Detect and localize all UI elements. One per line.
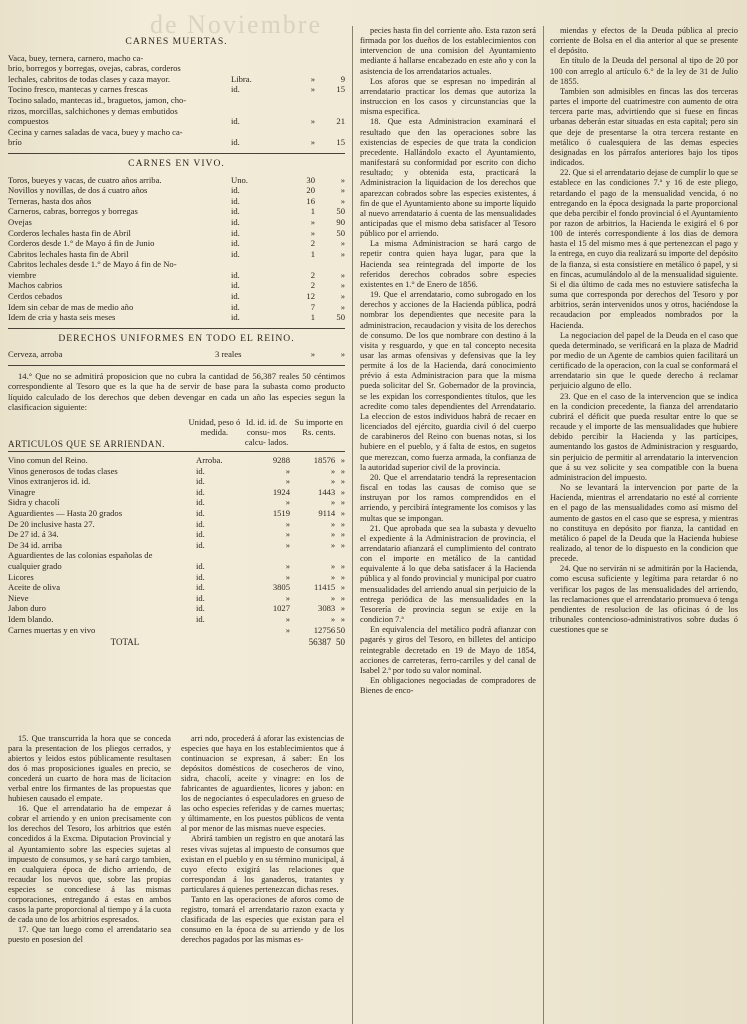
table-row	[8, 625, 345, 636]
table-row	[8, 63, 345, 74]
row-unit: id.	[196, 592, 205, 603]
table-row	[8, 116, 345, 127]
row-label: De 34 id. arriba	[8, 539, 62, 550]
row-label: Idem de cria y hasta seis meses	[8, 312, 116, 323]
row-importe: »	[330, 476, 336, 487]
row-unit: id.	[196, 476, 205, 487]
column-rule	[352, 26, 353, 1024]
paragraph: La negociacion del papel de la Deuda en el caso que queda determinado, se verificará en la plaza de Madrid por medio de un Agente de cambios quien facilitará un certificado de la operacion, con la cual se conformará el arrendatario sin que le quede derecho á reclamar perjuicio alguno de ello.	[550, 330, 738, 391]
row-consumo: »	[285, 497, 290, 508]
carnes-muertas-table	[8, 53, 345, 148]
row-unit: id.	[231, 206, 240, 217]
row-unit	[231, 106, 275, 117]
row-unit: id.	[231, 227, 240, 238]
row-unit: id.	[231, 312, 240, 323]
row-importe: »	[330, 561, 336, 571]
row-cents: »	[340, 455, 345, 466]
paragraph: Abrirá tambien un registro en que anotará las reses vivas sujetas al impuesto de consumos que existan en el pueblo y en su término municipal, á cuyo efecto exigirá las relaciones que correspondan á los ganaderos, tratantes y particulares á quienes pertenezcan dichas reses.	[181, 834, 344, 894]
row-consumo: 1924	[272, 486, 290, 497]
paragraph: 23. Que en el caso de la intervencion que se indica en la condicion precedente, la fianza del arrendatario cubrirá el déficit que pueda resultar entre lo que se recaude y el importe de las mensualidades que hubiere debido percibir la Hacienda y las partícipes, aumentando los gastos de Administracion y resguardo, sin perjuicio de permitir al arrendatario la intervencion que á su vez solicite y sea compatible con la buena administracion del impuesto.	[550, 391, 738, 482]
paragraph: 19. Que el arrendatario, como subrogado en los derechos y acciones de la Hacienda pública, podrá nombrar los dependientes que necesite para la administracion, recaudacion y visita de los derechos de consumo. De los que nombrare con destino á la visita y resguardo, y que en tal concepto necesita usar las armas ofensivas y defensivas que la ley permite á los de la Hacienda, dará conocimiento prévio á esta Administracion para que la misma pueda solicitar del Sr. Gobernador de la provincia, se les expidan los correspondientes títulos, que les acredite como tales dependientes del Arrendatario. La eleccion de estos individuos habrá de recaer en licenciados del ejército, guardia civil ó del cuerpo de carabineros del Reino con buenas notas, si los hubiere en el pueblo, y á falta de estos, en sugetos que merezcan, como fuerza armada, la confianza de la autoridad superior civil de la provincia.	[360, 290, 536, 472]
row-cents: 15	[336, 84, 345, 95]
row-value: »	[310, 137, 315, 148]
header-consumos: Id. id. id. de consu- mos calcu- lados.	[244, 416, 289, 448]
total-cents: 50	[336, 637, 345, 648]
row-label: Sidra y chacolí	[8, 497, 60, 508]
row-value: 2	[310, 280, 315, 291]
row-value	[275, 53, 319, 64]
row-label: De 20 inclusive hasta 27.	[8, 518, 95, 529]
row-value: »	[310, 349, 315, 360]
table-row	[8, 582, 345, 593]
row-cents: »	[340, 539, 345, 550]
row-cents: 50	[336, 227, 345, 238]
table-row	[8, 206, 345, 217]
row-importe: 9114	[318, 508, 336, 519]
row-cents: »	[340, 603, 345, 614]
row-cents: »	[340, 497, 345, 508]
row-cents: »	[340, 269, 345, 280]
row-importe	[298, 550, 335, 561]
row-label: Idem sin cebar de mas de medio año	[8, 301, 134, 312]
row-value: »	[310, 216, 315, 227]
articulos-header	[8, 417, 345, 449]
row-cents: »	[340, 465, 345, 476]
row-cents: »	[340, 561, 345, 571]
table-row	[8, 529, 345, 540]
paragraph: 18. Que esta Administracion examinará el resultado que den las operaciones sobre las existencias de especies de que trata la condicion precedente. Hallándolo exacto el Ayuntamiento, manifestará su conformidad por escrito con dicho resultado; y obtenida esta, practicará la Administracion la liquidacion de los derechos que aparezcan cobrados sobre las especies existentes, á fin de que el Ayuntamiento abone su importe líquido al nuevo arrendatario á cuenta de las mensualidades anticipadas que el mismo deba satisfacer al Tesoro público por el arriendo.	[360, 117, 536, 239]
row-cents: 50	[336, 312, 345, 323]
conditions-column-2	[360, 26, 536, 696]
row-cents: 50	[336, 206, 345, 217]
paragraph: 20. Que el arrendatario tendrá la representacion fiscal en todas las causas de comiso que se instruyan por los ramos comprendidos en el arriendo, y percibirá íntegramente los comisos y las multas que se impongan.	[360, 472, 536, 523]
row-label: Tocino salado, mantecas id., braguetos, jamon, cho-	[8, 94, 187, 105]
header-unidad: Unidad, peso ó medida.	[188, 416, 241, 438]
row-unit: id.	[231, 216, 240, 227]
row-unit: id.	[196, 582, 205, 593]
row-value: 20	[306, 185, 315, 196]
conditions-column-3	[550, 26, 738, 635]
row-consumo: »	[285, 476, 290, 487]
row-unit: id.	[231, 269, 240, 280]
table-row	[8, 137, 345, 148]
row-cents	[319, 127, 345, 138]
table-row	[8, 593, 345, 604]
row-importe: »	[330, 539, 336, 550]
row-importe: 3083	[318, 603, 336, 614]
row-consumo: 9288	[272, 455, 290, 466]
carnes-vivo-title: CARNES EN VIVO.	[128, 157, 225, 169]
row-cents	[319, 106, 345, 117]
row-cents: »	[340, 529, 345, 540]
row-label: Vinos generosos de todas clases	[8, 465, 118, 476]
table-row	[8, 106, 345, 117]
row-unit: id.	[196, 518, 205, 529]
row-cents: »	[340, 571, 345, 582]
divider	[8, 365, 345, 366]
row-unit: id.	[231, 116, 240, 127]
row-cents: »	[340, 582, 345, 593]
row-value: 16	[306, 195, 315, 206]
row-unit: id.	[231, 301, 240, 312]
row-unit: id.	[196, 465, 205, 476]
row-consumo: »	[285, 518, 290, 529]
paragraph: miendas y efectos de la Deuda pública al precio corriente de Bolsa en el dia anterior al que se presente el depósito.	[550, 26, 738, 56]
table-row	[8, 466, 345, 477]
row-value	[275, 106, 319, 117]
row-consumo: 1519	[272, 508, 290, 519]
row-value: 1	[310, 312, 315, 323]
row-consumo: »	[285, 624, 290, 635]
row-label: Vinagre	[8, 486, 36, 497]
table-row	[8, 349, 345, 360]
row-unit: id.	[196, 539, 205, 550]
paragraph: 16. Que el arrendatario ha de empezar á cobrar el arriendo y en union precisamente con los derechos del Tesoro, los arbitrios que estén concedidos á la Excma. Diputacion Provincial y al Ayuntamiento sobre las especies sujetas al impuesto de consumos, y se hará cargo tambien, en cualquiera época de dicho arriendo, de recaudar los nuevos que, sobre las propias especies se concediese á las mismas corporaciones, entregando á estas en ambos casos la parte proporcional al tiempo y á la cuota de cada uno de los arbitrios espresados.	[8, 804, 171, 924]
row-consumo: »	[285, 571, 290, 582]
table-row	[8, 175, 345, 186]
row-unit: id.	[196, 603, 205, 614]
row-unit: id.	[196, 486, 205, 497]
row-unit	[231, 127, 275, 138]
row-consumo: »	[285, 529, 290, 540]
condition-14: 14.° Que no se admitirá proposicion que no cubra la cantidad de 56,387 reales 50 céntimos correspondiente al Tesoro que es la que ha de servir de base para la subasta como producto líquido calculado de los derechos que deben devengar en cada un año las especies segun la clasificacion siguiente:	[8, 371, 345, 413]
table-row	[8, 217, 345, 228]
row-label: Carneros, cabras, borregos y borregas	[8, 206, 138, 217]
paragraph: 15. Que transcurrida la hora que se conceda para la presentacion de los pliegos cerrados, y abiertos y leidos estos públicamente resultasen dos ó mas proposiciones iguales en precio, se concederá un cuarto de hora mas de licitacion verbal entre los firmantes de las propuestas que hubiesen causado el empate.	[8, 734, 171, 804]
row-value: 12	[306, 291, 315, 302]
row-importe: »	[330, 592, 336, 603]
paragraph: En título de la Deuda del personal al tipo de 20 por 100 con arreglo al artículo 6.° de la ley de 31 de Julio de 1855.	[550, 56, 738, 86]
table-row	[8, 540, 345, 551]
table-row	[8, 302, 345, 313]
row-cents: »	[340, 195, 345, 206]
row-label: Cecina y carnes saladas de vaca, buey y macho ca-	[8, 126, 183, 137]
paragraph: 24. Que no servirán ni se admitirán por la Hacienda, como escusa suficiente y legítima para retardar ó no verificar los pagos de las mensualidades del arriendo, las reclamaciones que el arrendatario promueva ó tenga pendientes de resolucion de las oficinas ó de los tribunales contencioso-administrativos sobre dudas ó cuestiones que se	[550, 564, 738, 635]
row-label: rizos, morcillas, salchichones y demas embutidos	[8, 105, 178, 116]
row-cents: »	[340, 476, 345, 487]
paragraph: No se levantará la intervencion por parte de la Hacienda, mientras el arrendatario no esté al corriente en el pago de las mensualidades como así mismo del aumento de gastos en el caso que se espresa, y mientras no constituya en depósito por fianza, la cantidad en metálico ó papel de la Deuda que la Hacienda hubiese realizado, al tenor de lo dispuesto en la condicion que precede.	[550, 483, 738, 564]
row-consumo: 3805	[272, 582, 290, 593]
paragraph: Los aforos que se espresan no impedirán al arrendatario practicar los demas que autoriza la instruccion en los casos y circunstancias que la misma especifica.	[360, 76, 536, 117]
row-cents: 90	[336, 216, 345, 227]
row-label: Cerveza, arroba	[8, 349, 63, 360]
row-importe: »	[330, 497, 336, 508]
row-label: brío	[8, 137, 22, 148]
paragraph: pecies hasta fin del corriente año. Esta razon será firmada por los dueños de los establecimientos con intervencion de una comision del Ayuntamiento mediante á hallarse encabezado en este año y con la asistencia de los arrendatarios actuales.	[360, 26, 536, 76]
row-unit: id.	[231, 185, 240, 196]
row-cents	[319, 95, 345, 106]
row-value: 1	[310, 248, 315, 259]
total-row	[8, 637, 345, 648]
row-value: 30	[306, 174, 315, 185]
row-cents: »	[340, 486, 345, 497]
carnes-muertas-title: CARNES MUERTAS.	[125, 36, 228, 47]
row-label: lechales, cabritos de todas clases y caza mayor.	[8, 73, 171, 84]
row-unit	[231, 53, 275, 64]
table-row	[8, 84, 345, 95]
row-unit	[231, 95, 275, 106]
row-cents	[335, 550, 345, 561]
table-row	[8, 455, 345, 466]
row-label: Carnes muertas y en vivo	[8, 624, 96, 635]
row-label: Ovejas	[8, 216, 32, 227]
row-unit: Uno.	[231, 174, 248, 185]
row-cents: »	[340, 280, 345, 291]
row-label: Cabritos lechales desde 1.° de Mayo á fin de No-	[8, 259, 177, 270]
row-label: viembre	[8, 269, 37, 280]
paragraph: 22. Que si el arrendatario dejase de cumplir lo que se establece en las condiciones 7.ª y 16 de este pliego, retardando el pago de la mensualidad vencida, ó no entregando en la época designada la parte proporcional que deba percibir el fondo provincial ó el Ayuntamiento por razon de arbitrios, la Hacienda le exigirá el 6 por 100 de interés correspondiente á los dias de demora hasta el 15 del mismo mes á que pertenezcan el pago y la entrega, en cuyo dia realizará su importe del depósito de la fianza, si esta consistiere en metálico ó papel, y si en fincas, acumulándolo al de la mensualidad siguiente. Si el dia último de cada mes no estuviere satisfecha la suma que corresponda por derechos del Tesoro y por arbitrios, serán intervenidos unos y otros, haciéndose la recaudacion por empleados nombrados por la Hacienda.	[550, 168, 738, 330]
row-unit: 3 reales	[215, 349, 242, 360]
row-importe: 12756	[313, 624, 336, 635]
row-unit: id.	[196, 571, 205, 582]
row-importe: 1443	[318, 486, 336, 497]
bottom-left-column	[8, 734, 171, 945]
table-row	[8, 53, 345, 64]
paragraph: En obligaciones negociadas de compradores de Bienes de enco-	[360, 676, 536, 696]
row-cents: »	[340, 185, 345, 196]
row-cents: 21	[336, 116, 345, 127]
row-label: Licores	[8, 571, 34, 582]
row-unit: id.	[231, 238, 240, 249]
row-importe: »	[330, 613, 336, 624]
row-value: »	[310, 116, 315, 127]
row-importe: »	[330, 465, 336, 476]
table-row	[8, 497, 345, 508]
table-row	[8, 603, 345, 614]
row-unit	[196, 625, 239, 636]
row-label: Nieve	[8, 592, 29, 603]
row-label: Corderos lechales hasta fin de Abril	[8, 227, 131, 238]
row-unit: id.	[231, 195, 240, 206]
table-row	[8, 291, 345, 302]
row-cents: 15	[336, 137, 345, 148]
row-cents: »	[340, 301, 345, 312]
row-label: cualquier grado	[8, 561, 62, 571]
row-importe: »	[330, 518, 336, 529]
table-row	[8, 249, 345, 260]
row-label: Novillos y novillas, de dos á cuatro años	[8, 185, 148, 196]
table-row	[8, 280, 345, 291]
row-unit: Libra.	[231, 73, 252, 84]
row-value	[275, 127, 319, 138]
row-unit	[196, 550, 239, 561]
tariff-column	[8, 34, 345, 648]
bottom-middle-column	[181, 734, 344, 945]
table-row	[8, 519, 345, 530]
row-cents	[319, 53, 345, 64]
watermark-text: de Noviembre	[150, 10, 323, 39]
row-unit: id.	[231, 84, 240, 95]
table-row	[8, 312, 345, 323]
bottom-text-area	[8, 734, 345, 945]
row-cents: »	[340, 248, 345, 259]
row-label: Vino comun del Reino.	[8, 455, 88, 466]
table-row	[8, 185, 345, 196]
divider	[8, 451, 345, 452]
row-cents: »	[340, 291, 345, 302]
row-consumo: »	[285, 465, 290, 476]
row-cents	[319, 63, 345, 74]
row-label: Idem blando.	[8, 613, 54, 624]
table-row	[8, 550, 345, 561]
table-row	[8, 614, 345, 625]
table-row	[8, 476, 345, 487]
row-label: Terneras, hasta dos años	[8, 195, 92, 206]
row-value	[275, 63, 319, 74]
total-value: 56387	[308, 637, 332, 648]
paragraph: 21. Que aprobada que sea la subasta y devuelto el expediente á la Administracion de provincia, el arrendatario afianzará el cumplimiento del contrato con el importe en metálico de la cantidad equivalente á lo que deba satisfacer á la Hacienda pública y al fondo provincial y municipal por cuatro mensualidades del arriendo anual sin perjuicio de la entrega periódica de las mensualidades en la Tesorería de provincia segun se exije en la condicion 7.ª	[360, 523, 536, 625]
row-label: Machos cabrios	[8, 280, 63, 291]
row-unit: id.	[196, 508, 205, 519]
row-unit: id.	[231, 280, 240, 291]
row-unit: id.	[196, 529, 205, 540]
row-cents: »	[340, 518, 345, 529]
divider	[8, 328, 345, 329]
row-consumo: 1027	[272, 603, 290, 614]
row-label: Cabritos lechales hasta fin de Abril	[8, 248, 129, 259]
table-row	[8, 508, 345, 519]
derechos-title: DERECHOS UNIFORMES EN TODO EL REINO.	[58, 332, 295, 344]
row-cents: 50	[336, 624, 345, 635]
table-row	[8, 561, 345, 572]
row-label: Toros, bueyes y vacas, de cuatro años arriba.	[8, 174, 162, 185]
paragraph: arri ndo, procederá á aforar las existencias de especies que haya en los establecimientos que á continuacion se expresan, á saber: En los depósitos domésticos de cosecheros de vino, sidra, chacolí, aceite y vinagre: en los de fabricantes de aguardientes, licores y jabon: en los de negociantes ó especuladores en grueso de las ocho especies referidas y de carnes muertas; y últimamente, en los puestos públicos de venta al por menor de las mismas nueve especies.	[181, 734, 344, 834]
table-row	[8, 487, 345, 498]
table-row	[8, 127, 345, 138]
row-unit: id.	[196, 561, 205, 571]
row-label: Vaca, buey, ternera, carnero, macho ca-	[8, 52, 144, 63]
row-unit: Arroba.	[196, 455, 223, 466]
row-value: 2	[310, 269, 315, 280]
row-label: De 27 id. á 34.	[8, 529, 59, 540]
row-label: Corderos desde 1.° de Mayo á fin de Junio	[8, 238, 155, 249]
row-unit: id.	[231, 248, 240, 259]
row-label: compuestos	[8, 116, 49, 127]
row-unit: id.	[196, 497, 205, 508]
paragraph: En equivalencia del metálico podrá afianzar con pagarés y giros del Tesoro, en billetes del anticipo reintegrable decretado en 19 de Mayo de 1854, acciones de carreteras, ferro-carriles y del canal de Isabel 2.ª por todo su valor nominal.	[360, 625, 536, 675]
row-unit: id.	[231, 291, 240, 302]
row-consumo	[239, 550, 298, 561]
row-value: »	[310, 73, 315, 84]
row-importe: »	[330, 571, 336, 582]
row-importe: 18576	[313, 455, 336, 466]
row-cents	[319, 259, 345, 270]
row-label: Tocino fresco, mantecas y carnes frescas	[8, 84, 148, 95]
table-row	[8, 238, 345, 249]
row-value: »	[310, 227, 315, 238]
table-row	[8, 270, 345, 281]
row-unit: id.	[196, 613, 205, 624]
table-row	[8, 259, 345, 270]
header-importe: Su importe en Rs. cents.	[294, 416, 343, 438]
row-unit	[231, 63, 275, 74]
row-value	[275, 95, 319, 106]
table-row	[8, 196, 345, 207]
row-value: »	[310, 84, 315, 95]
table-row	[8, 74, 345, 85]
row-importe: 11415	[314, 582, 336, 593]
row-value: 2	[310, 238, 315, 249]
row-label: Cerdos cebados	[8, 291, 63, 302]
row-value	[275, 259, 319, 270]
row-cents: 9	[340, 73, 345, 84]
row-label: Aceite de oliva	[8, 582, 61, 593]
row-consumo: »	[285, 539, 290, 550]
row-label: brio, borregos y borregas, ovejas, cabras, corderos	[8, 63, 181, 74]
row-value: 7	[310, 301, 315, 312]
carnes-vivo-table	[8, 175, 345, 323]
row-label: Jabon duro	[8, 603, 46, 614]
articulos-table	[8, 455, 345, 635]
table-row	[8, 572, 345, 583]
paragraph: 17. Que tan luego como el arrendatario sea puesto en posesion del	[8, 924, 171, 944]
row-unit: id.	[231, 137, 240, 148]
articulos-title: ARTICULOS QUE SE ARRIENDAN.	[8, 438, 165, 449]
row-cents: »	[340, 174, 345, 185]
column-rule	[543, 26, 544, 1024]
row-label: Aguardientes — Hasta 20 grados	[8, 508, 123, 519]
row-importe: »	[330, 529, 336, 540]
row-consumo: »	[285, 592, 290, 603]
row-cents: »	[340, 238, 345, 249]
row-cents: »	[340, 508, 345, 519]
row-value: 1	[310, 206, 315, 217]
paragraph: Tambien son admisibles en fincas las dos terceras partes el importe del cuatrimestre con aumento de otra tercera parte mas, advirtiendo que si fuese en fincas urbanas deberán estar situadas en esta capital; pero sin que deje de presentarse la otra tercera restante en metálico ó cualesquiera de las demas especies designadas en los párrafos anteriores bajo los tipos indicados.	[550, 86, 738, 168]
paragraph: Tanto en las operaciones de aforos como de registro, tomará el arrendatario razon exacta y clasificada de las especies que existan para el consumo en la época de su arriendo y de los derechos pagados por las mismas es-	[181, 894, 344, 944]
total-label: TOTAL	[110, 637, 140, 648]
row-cents: »	[340, 613, 345, 624]
row-label: Vinos extranjeros id. id.	[8, 476, 91, 487]
row-consumo: »	[285, 613, 290, 624]
row-cents: »	[340, 592, 345, 603]
row-cents: »	[340, 349, 345, 360]
table-row	[8, 95, 345, 106]
divider	[8, 153, 345, 154]
paragraph: La misma Administracion se hará cargo de repetir contra quien haya lugar, para que la Hacienda sea reintegrada del importe de los referidos derechos cobrados sobre especies existentes en 1.° de Enero de 1856.	[360, 239, 536, 289]
row-label: Aguardientes de las colonias españolas de	[8, 550, 153, 561]
table-row	[8, 228, 345, 239]
row-consumo: »	[285, 561, 290, 571]
row-unit	[231, 259, 275, 270]
